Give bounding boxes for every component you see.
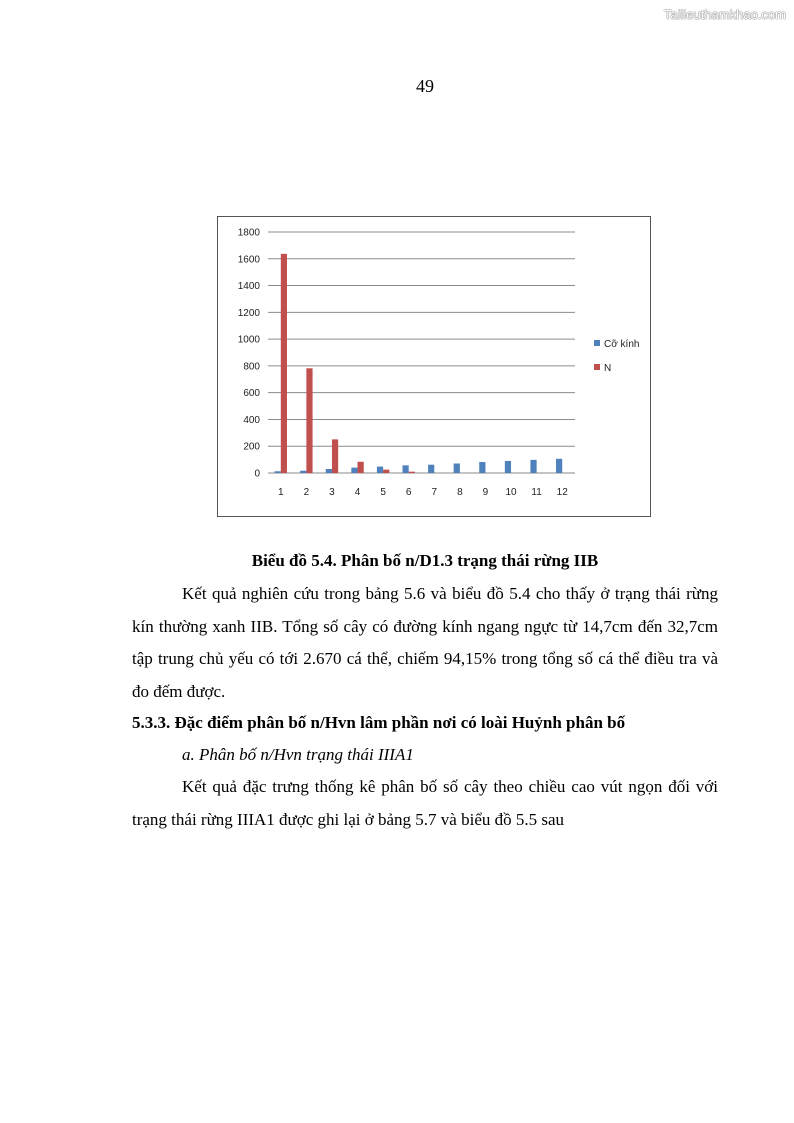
- x-tick-label-11: 11: [531, 487, 542, 498]
- x-tick-label-2: 2: [303, 487, 310, 498]
- y-tick-label-3: 600: [243, 388, 260, 400]
- bar-s1-1: [281, 254, 287, 473]
- bar-s1-2: [306, 368, 312, 473]
- subsection-heading: [132, 739, 718, 771]
- bar-s0-9: [479, 462, 485, 473]
- bar-s0-6: [403, 465, 409, 473]
- para1-line-1: Kết quả nghiên cứu trong bảng 5.6 và biểu đồ 5.4 cho thấy ở trạng thái: [182, 584, 681, 603]
- figure-caption: Biểu đồ 5.4. Phân bố n/D1.3 trạng thái rừng IIB: [251, 551, 599, 570]
- bar-s1-3: [332, 439, 338, 473]
- subsection-heading-text: a. Phân bố n/Hvn trạng thái IIIA1: [182, 745, 414, 764]
- para2-line-2: với trạng thái rừng IIIA1 được ghi lại ở bảng 5.7 và biểu đồ 5.5 sau: [132, 777, 719, 829]
- y-tick-label-0: 0: [254, 468, 260, 480]
- watermark: Tailieuthamkhao.com: [663, 7, 786, 22]
- section-heading: [132, 707, 718, 739]
- bar-chart: [217, 216, 651, 517]
- paragraph-2: [132, 771, 718, 836]
- bar-s0-2: [300, 471, 306, 473]
- bar-s0-3: [326, 469, 332, 473]
- section-heading-text: 5.3.3. Đặc điểm phân bố n/Hvn lâm phần nơi có loài Huỷnh phân bố: [132, 713, 626, 732]
- page-number: 49: [416, 76, 434, 96]
- legend-swatch-1: [594, 364, 600, 370]
- x-tick-label-6: 6: [405, 487, 412, 498]
- paragraph-2-text: [132, 771, 718, 836]
- bar-s1-6: [409, 472, 415, 473]
- bar-s0-10: [505, 461, 511, 473]
- paragraph-1-text: [132, 578, 718, 708]
- legend-label-0: Cỡ kính: [604, 339, 640, 350]
- bar-s0-1: [275, 471, 281, 473]
- x-tick-label-1: 1: [278, 487, 284, 498]
- para1-line-2: rừng kín thường xanh IIB. Tổng số cây có đường kính ngang ngực từ 14,7cm: [132, 584, 719, 636]
- y-tick-label-8: 1600: [237, 254, 260, 266]
- x-tick-label-10: 10: [505, 487, 517, 498]
- bar-s0-7: [428, 465, 434, 473]
- bar-s1-5: [383, 470, 389, 473]
- legend-label-1: N: [604, 363, 612, 374]
- para1-line-4: cá thể điều tra và đo đếm được.: [132, 649, 719, 701]
- x-tick-label-9: 9: [482, 487, 489, 498]
- y-tick-label-9: 1800: [237, 227, 260, 239]
- y-tick-label-2: 400: [243, 414, 260, 426]
- bar-s0-11: [530, 460, 536, 473]
- bar-s0-12: [556, 459, 562, 473]
- x-tick-label-12: 12: [556, 487, 568, 498]
- y-tick-label-7: 1400: [237, 281, 260, 293]
- x-tick-label-3: 3: [329, 487, 335, 498]
- x-tick-label-5: 5: [380, 487, 386, 498]
- para1-line-3: đến 32,7cm tập trung chủ yếu có tới 2.670 cá thể, chiếm 94,15% trong tổng số: [132, 616, 718, 668]
- y-tick-label-1: 200: [243, 441, 260, 453]
- y-tick-label-5: 1000: [237, 334, 260, 346]
- x-tick-label-8: 8: [457, 487, 463, 498]
- bar-s0-8: [454, 463, 460, 473]
- x-tick-label-7: 7: [431, 487, 438, 498]
- bar-s1-4: [358, 462, 364, 473]
- bar-s0-4: [351, 468, 357, 473]
- x-tick-label-4: 4: [354, 487, 361, 498]
- para2-line-1: Kết quả đặc trưng thống kê phân bố số cây theo chiều cao vút ngọn đối: [182, 777, 690, 796]
- bar-s0-5: [377, 467, 383, 473]
- paragraph-1: [132, 578, 718, 708]
- y-tick-label-6: 1200: [237, 307, 260, 319]
- legend-swatch-0: [594, 340, 600, 346]
- y-tick-label-4: 800: [243, 361, 260, 373]
- chart-svg: [218, 217, 650, 516]
